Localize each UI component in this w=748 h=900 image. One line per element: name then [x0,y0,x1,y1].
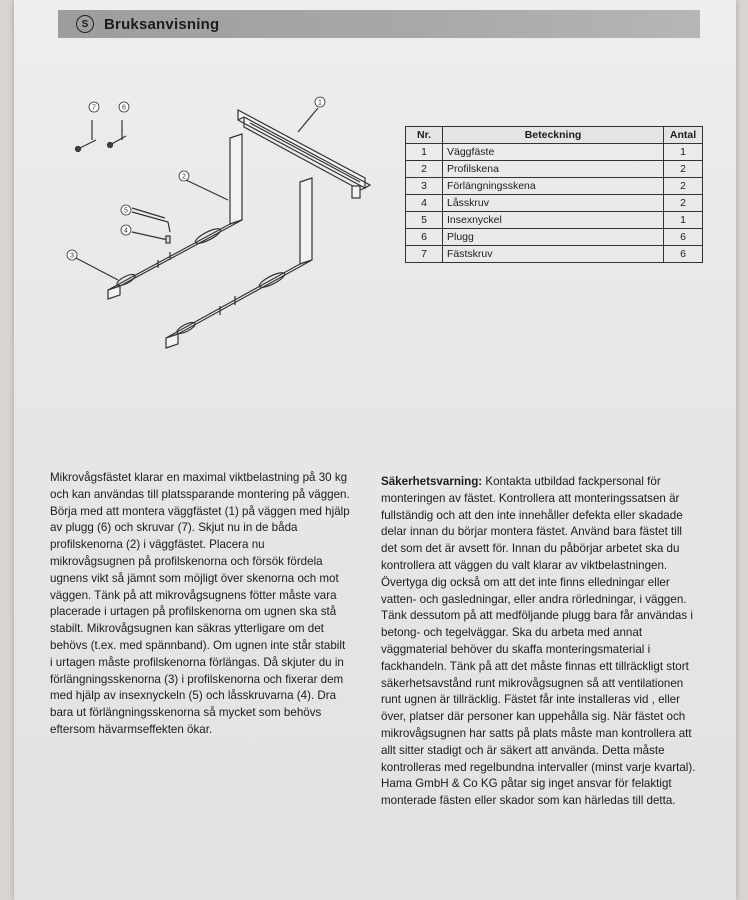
cell-name: Plugg [443,229,664,246]
cell-nr: 3 [406,178,443,195]
cell-name: Väggfäste [443,144,664,161]
cell-nr: 5 [406,212,443,229]
cell-name: Låsskruv [443,195,664,212]
safety-warning [381,474,701,810]
header-nr: Nr. [406,127,443,144]
callout-3: 3 [70,252,74,260]
cell-nr: 4 [406,195,443,212]
cell-nr: 1 [406,144,443,161]
cell-nr: 6 [406,229,443,246]
cell-qty: 2 [664,161,703,178]
cell-qty: 1 [664,212,703,229]
table-row [406,246,703,263]
table-row [406,229,703,246]
cell-qty: 6 [664,229,703,246]
table-row [406,212,703,229]
cell-nr: 7 [406,246,443,263]
assembly-diagram [60,90,380,360]
cell-name: Fästskruv [443,246,664,263]
header-beteckning: Beteckning [443,127,664,144]
parts-table [405,126,703,263]
left-bracket-drawing [108,134,242,299]
callout-6: 6 [122,104,126,112]
callout-5: 5 [124,207,128,215]
warning-text: Kontakta utbildad fackpersonal för monteringen av fästet. Kontrollera att monteringssatsen är fullständig och att den inte innehåller defekta eller skadade delar innan du börjar montera fästet. Använd bara fästet till det som det är avsett för. Innan du påbörjar arbetet ska du kontrollera att väggen du valt klarar av viktbelastningen. Övertyga dig också om att det inte finns elledningar eller vatten- och gasledningar, eller andra rörledningar, i väggen. Tänk dessutom på att medföljande plugg bara får användas i betong- och tegelväggar. Ska du arbeta med annat väggmaterial behöver du skaffa monteringsmaterial i fackhandeln. Tänk på att det måste finnas ett tillräckligt stort säkerhetsavstånd runt mikrovågsugnen så att ventilationen runt ugnen är tillräcklig. Fästet får inte installeras vid , eller över, platser där personer kan uppehålla sig. När fästet och mikrovågsugnen har satts på plats måste man kontrollera att allt sitter stadigt och är säkert att använda. Detta måste kontrolleras med regelbundna intervaller (minst varje kvartal). Hama GmbH & Co KG påtar sig inget ansvar för felaktigt monterade fästen eller skador som kan härledas till detta. [381,475,696,808]
callout-2: 2 [182,173,186,181]
language-badge: S [76,15,94,33]
callout-1: 1 [318,99,322,107]
cell-nr: 2 [406,161,443,178]
cell-qty: 6 [664,246,703,263]
table-row [406,161,703,178]
cell-qty: 1 [664,144,703,161]
instructions-text: Mikrovågsfästet klarar en maximal viktbelastning på 30 kg och kan användas till platssparande montering på väggen. Börja med att montera väggfästet (1) på väggen med hjälp av plugg (6) och skruvar (7). Skjut nu in de båda profilskenorna (2) i väggfästet. Placera nu mikrovågsugnen på profilskenorna och försök fördela ugnens vikt så jämnt som möjligt över skenorna och mot väggen. Tänk på att mikrovågsugnens fötter måste vara placerade i urtagen på profilskenorna om ugnen ska stå stabilt. Mikrovågsugnen kan säkras ytterligare om det behövs (t.ex. med spännband). Om ugnen inte står stabilt i urtagen måste profilskenorna förlängas. Då skjuter du in förlängningsskenorna (3) i profilskenorna och fixerar dem med hjälp av insexnyckeln (5) och låsskruvarna (4). Dra bara ut förlängningsskenorna så mycket som behövs eftersom hävarmseffekten ökar. [50,471,350,736]
table-row [406,178,703,195]
cell-name: Profilskena [443,161,664,178]
table-row [406,195,703,212]
section-header [58,10,700,38]
cell-qty: 2 [664,195,703,212]
warning-label: Säkerhetsvarning: [381,475,483,488]
cell-name: Förlängningsskena [443,178,664,195]
table-header-row [406,127,703,144]
callout-4: 4 [124,227,128,235]
table-row [406,144,703,161]
hex-key-drawing [132,208,170,243]
cell-name: Insexnyckel [443,212,664,229]
header-antal: Antal [664,127,703,144]
cell-qty: 2 [664,178,703,195]
callout-7: 7 [92,104,96,112]
page-title: Bruksanvisning [104,15,220,33]
screws-drawing [76,120,127,152]
